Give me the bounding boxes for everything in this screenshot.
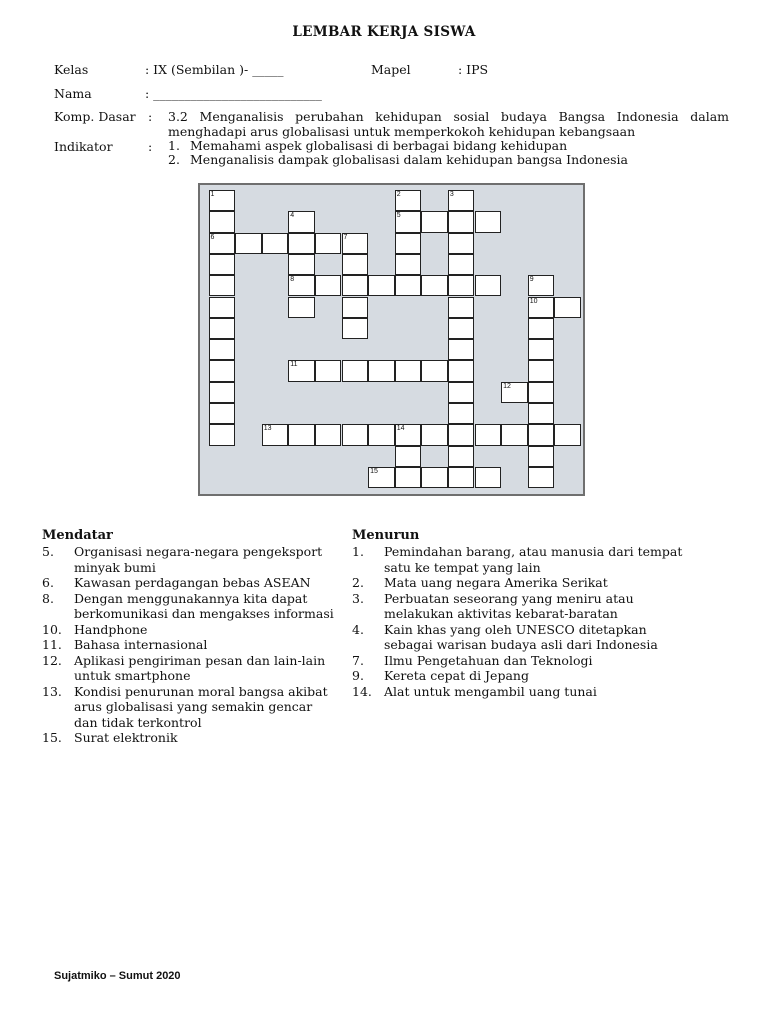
crossword-cell[interactable] — [395, 190, 422, 211]
crossword-cell[interactable] — [448, 297, 475, 318]
crossword-cell[interactable] — [475, 275, 502, 296]
crossword-cell[interactable] — [315, 275, 342, 296]
menurun-clue-text: Perbuatan seseorang yang meniru atau — [384, 590, 634, 606]
crossword-cell[interactable] — [209, 382, 236, 403]
crossword-cell-number: 12 — [503, 382, 511, 390]
crossword-cell-number: 5 — [396, 212, 401, 220]
menurun-clue-text: Mata uang negara Amerika Serikat — [384, 575, 608, 590]
mendatar-clue-number: 11. — [42, 637, 62, 652]
mendatar-clue-number: 12. — [42, 652, 62, 668]
menurun-clue-number: 3. — [352, 590, 364, 606]
mapel-label: Mapel — [371, 62, 411, 77]
mendatar-clue-text: berkomunikasi dan mengakses informasi — [74, 606, 334, 621]
crossword-cell[interactable] — [421, 211, 448, 232]
crossword-cell-number: 11 — [290, 361, 298, 369]
mendatar-clue-number: 8. — [42, 590, 54, 606]
kelas-label: Kelas — [54, 62, 89, 77]
mendatar-clue-number: 15. — [42, 730, 62, 745]
menurun-heading: Menurun — [352, 528, 420, 543]
crossword-cell[interactable] — [368, 275, 395, 296]
crossword-cell[interactable] — [288, 233, 315, 254]
crossword-cell[interactable] — [448, 233, 475, 254]
crossword-cell[interactable] — [209, 424, 236, 445]
mendatar-clue-list — [42, 544, 342, 764]
crossword-cell[interactable] — [288, 275, 315, 296]
crossword-grid — [198, 183, 585, 496]
crossword-cell-number: 13 — [263, 425, 272, 433]
menurun-clue-text: melakukan aktivitas kebarat-baratan — [384, 606, 618, 621]
indikator-num-1: 1. — [168, 138, 180, 153]
crossword-cell[interactable] — [528, 318, 555, 339]
kd-colon: : — [148, 109, 153, 124]
crossword-cell[interactable] — [554, 424, 581, 445]
indikator-text-2: Menganalisis dampak globalisasi dalam kehidupan bangsa Indonesia — [190, 152, 628, 167]
crossword-cell[interactable] — [395, 254, 422, 275]
crossword-cell[interactable] — [448, 446, 475, 467]
crossword-cell[interactable] — [262, 233, 289, 254]
crossword-cell[interactable] — [528, 467, 555, 488]
crossword-cell[interactable] — [448, 211, 475, 232]
mendatar-clue-text: Bahasa internasional — [74, 637, 208, 652]
crossword-cell[interactable] — [395, 360, 422, 381]
crossword-cell[interactable] — [395, 211, 422, 232]
crossword-cell[interactable] — [448, 275, 475, 296]
crossword-cell[interactable] — [448, 254, 475, 275]
menurun-clue-text: Kereta cepat di Jepang — [384, 668, 529, 683]
crossword-cell[interactable] — [395, 446, 422, 467]
kd-line-1: 3.2 Menganalisis perubahan kehidupan sosial budaya Bangsa Indonesia dalam — [168, 109, 729, 124]
crossword-cell[interactable] — [288, 424, 315, 445]
mendatar-clue-text: Kondisi penurunan moral bangsa akibat — [74, 683, 328, 699]
crossword-cell-number: 6 — [210, 233, 215, 241]
menurun-clue-number: 9. — [352, 668, 364, 683]
crossword-cell[interactable] — [528, 424, 555, 445]
footer-credit: Sujatmiko – Sumut 2020 — [54, 970, 181, 982]
crossword-cell-number: 3 — [449, 191, 454, 198]
crossword-cell[interactable] — [475, 424, 502, 445]
crossword-cell[interactable] — [368, 424, 395, 445]
crossword-cell[interactable] — [421, 360, 448, 381]
crossword-cell[interactable] — [528, 297, 555, 318]
crossword-cell[interactable] — [342, 360, 369, 381]
crossword-cell[interactable] — [421, 467, 448, 488]
mendatar-clue-text: Dengan menggunakannya kita dapat — [74, 590, 308, 606]
crossword-cell[interactable] — [342, 254, 369, 275]
crossword-cell[interactable] — [448, 318, 475, 339]
crossword-cell[interactable] — [448, 424, 475, 445]
crossword-cell[interactable] — [209, 275, 236, 296]
nama-value: : ___________________________ — [145, 86, 322, 101]
crossword-cell[interactable] — [448, 382, 475, 403]
crossword-cell[interactable] — [448, 360, 475, 381]
kelas-value: : IX (Sembilan )- _____ — [145, 62, 284, 77]
menurun-clue-text: Pemindahan barang, atau manusia dari tempat — [384, 544, 683, 559]
crossword-cell[interactable] — [395, 467, 422, 488]
crossword-cell-number: 2 — [396, 191, 401, 198]
crossword-cell[interactable] — [528, 382, 555, 403]
crossword-cell[interactable] — [475, 211, 502, 232]
crossword-cell[interactable] — [342, 297, 369, 318]
crossword-cell[interactable] — [209, 190, 236, 211]
crossword-cell-number: 7 — [343, 233, 348, 241]
menurun-clue-number: 1. — [352, 544, 364, 559]
mendatar-clue-text: untuk smartphone — [74, 668, 191, 683]
crossword-cell[interactable] — [209, 297, 236, 318]
crossword-cell[interactable] — [395, 275, 422, 296]
crossword-cell[interactable] — [501, 424, 528, 445]
mendatar-clue-text: Surat elektronik — [74, 730, 178, 745]
nama-label: Nama — [54, 86, 92, 101]
crossword-cell[interactable] — [528, 275, 555, 296]
crossword-cell[interactable] — [209, 339, 236, 360]
crossword-cell[interactable] — [288, 297, 315, 318]
crossword-cell[interactable] — [368, 467, 395, 488]
kd-line-2: menghadapi arus globalisasi untuk memperkokoh kehidupan kebangsaan — [168, 124, 636, 139]
crossword-cell-number: 9 — [529, 276, 534, 284]
indikator-num-2: 2. — [168, 152, 180, 167]
crossword-cell-number: 8 — [290, 276, 295, 284]
mendatar-clue-text: Aplikasi pengiriman pesan dan lain-lain — [74, 652, 326, 668]
crossword-cell[interactable] — [342, 233, 369, 254]
kd-label: Komp. Dasar — [54, 109, 136, 124]
crossword-cell[interactable] — [288, 360, 315, 381]
crossword-cell[interactable] — [209, 211, 236, 232]
crossword-cell[interactable] — [448, 190, 475, 211]
crossword-cell[interactable] — [209, 403, 236, 424]
crossword-cell[interactable] — [315, 233, 342, 254]
mendatar-clue-text: Organisasi negara-negara pengeksport — [74, 544, 323, 559]
crossword-cell[interactable] — [288, 254, 315, 275]
crossword-cell-number: 14 — [396, 425, 405, 433]
crossword-cell[interactable] — [554, 297, 581, 318]
mapel-value: : IPS — [458, 62, 489, 77]
menurun-clue-text: sebagai warisan budaya asli dari Indonesia — [384, 637, 658, 652]
crossword-cell-number: 15 — [370, 467, 378, 475]
crossword-cell[interactable] — [315, 360, 342, 381]
menurun-clue-text: Kain khas yang oleh UNESCO ditetapkan — [384, 621, 647, 637]
crossword-cell[interactable] — [342, 275, 369, 296]
crossword-cell[interactable] — [448, 339, 475, 360]
menurun-clue-number: 14. — [352, 683, 372, 699]
mendatar-clue-text: Kawasan perdagangan bebas ASEAN — [74, 575, 311, 590]
mendatar-clue-number: 13. — [42, 683, 62, 699]
indikator-label: Indikator — [54, 139, 113, 154]
crossword-cell[interactable] — [395, 424, 422, 445]
mendatar-clue-text: arus globalisasi yang semakin gencar — [74, 699, 313, 714]
menurun-clue-text: Ilmu Pengetahuan dan Teknologi — [384, 652, 593, 668]
mendatar-clue-text: dan tidak terkontrol — [74, 714, 202, 730]
crossword-cell[interactable] — [209, 254, 236, 275]
crossword-cell-number: 10 — [529, 297, 538, 305]
crossword-cell[interactable] — [421, 424, 448, 445]
crossword-cell[interactable] — [368, 360, 395, 381]
crossword-cell[interactable] — [395, 233, 422, 254]
menurun-clue-text: Alat untuk mengambil uang tunai — [384, 683, 597, 699]
crossword-cell[interactable] — [448, 403, 475, 424]
crossword-cell[interactable] — [342, 424, 369, 445]
crossword-cell[interactable] — [209, 233, 236, 254]
crossword-cell[interactable] — [528, 360, 555, 381]
indikator-text-1: Memahami aspek globalisasi di berbagai bidang kehidupan — [190, 138, 568, 153]
mendatar-clue-number: 6. — [42, 575, 54, 590]
crossword-cell[interactable] — [528, 403, 555, 424]
crossword-cell[interactable] — [448, 467, 475, 488]
crossword-cell[interactable] — [342, 318, 369, 339]
menurun-clue-list — [352, 544, 752, 764]
menurun-clue-number: 7. — [352, 652, 364, 668]
mendatar-clue-number: 10. — [42, 621, 62, 637]
crossword-cell-number: 1 — [210, 191, 215, 198]
crossword-cell[interactable] — [262, 424, 289, 445]
indikator-colon: : — [148, 139, 153, 154]
crossword-cell[interactable] — [501, 382, 528, 403]
mendatar-clue-text: minyak bumi — [74, 559, 156, 575]
crossword-cell[interactable] — [528, 446, 555, 467]
mendatar-heading: Mendatar — [42, 528, 113, 543]
crossword-cell[interactable] — [209, 318, 236, 339]
crossword-cell[interactable] — [209, 360, 236, 381]
menurun-clue-number: 4. — [352, 621, 364, 637]
mendatar-clue-number: 5. — [42, 544, 54, 559]
page-title: LEMBAR KERJA SISWA — [292, 24, 476, 40]
crossword-cell-number: 4 — [290, 212, 295, 220]
menurun-clue-number: 2. — [352, 575, 364, 590]
crossword-cell[interactable] — [475, 467, 502, 488]
crossword-cell[interactable] — [288, 211, 315, 232]
crossword-cell[interactable] — [315, 424, 342, 445]
mendatar-clue-text: Handphone — [74, 621, 148, 637]
crossword-cell[interactable] — [421, 275, 448, 296]
crossword-cell[interactable] — [528, 339, 555, 360]
crossword-cell[interactable] — [235, 233, 262, 254]
menurun-clue-text: satu ke tempat yang lain — [384, 559, 541, 575]
